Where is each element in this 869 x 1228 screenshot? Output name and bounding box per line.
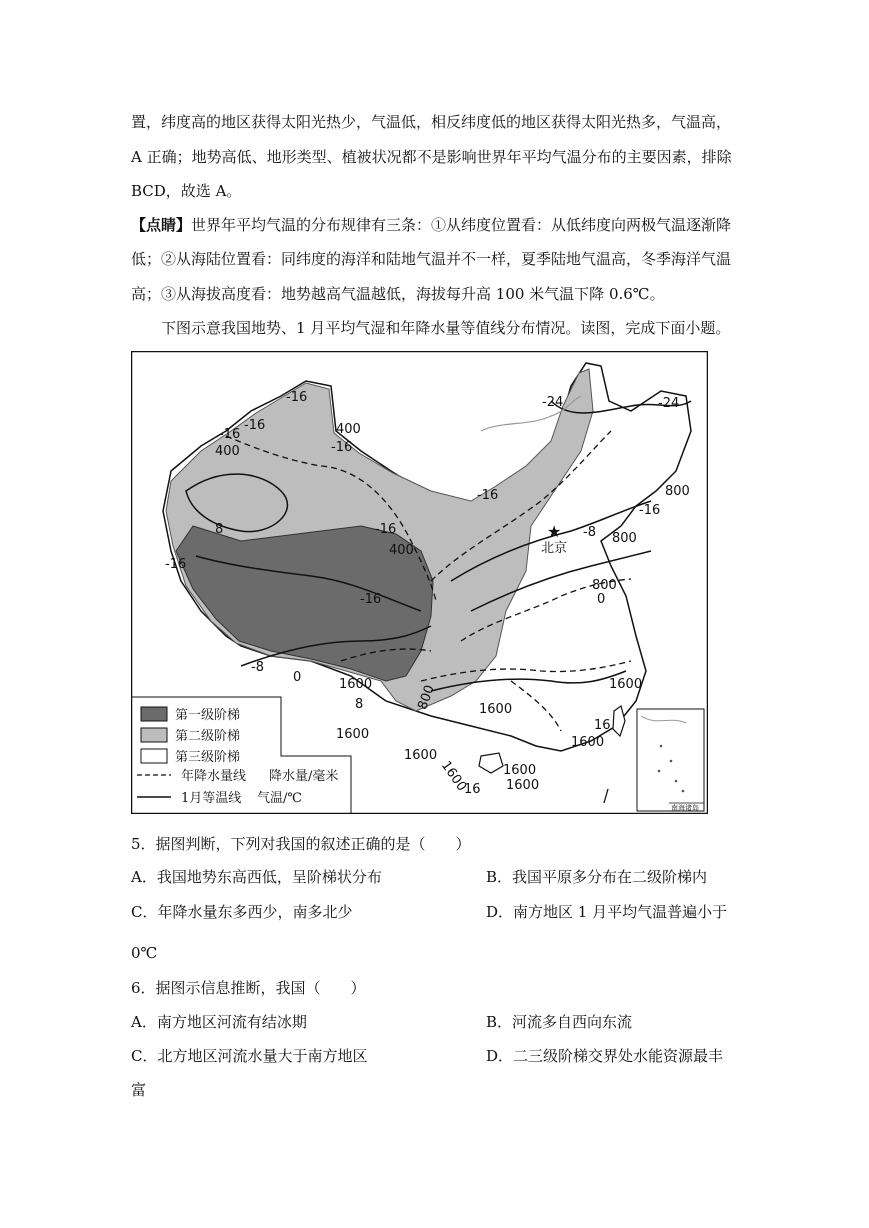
map-value-label: 第三级阶梯: [175, 750, 241, 765]
q6-option-a: A．南方地区河流有结冰期: [131, 1013, 307, 1031]
map-value-label: -16: [360, 592, 382, 607]
map-value-label: 8: [355, 697, 364, 712]
map-value-label: 年降水量线: [181, 769, 247, 784]
map-value-label: -16: [165, 557, 187, 572]
text-line: A 正确；地势高低、地形类型、植被状况都不是影响世界年平均气温分布的主要因素，排除: [131, 148, 732, 166]
map-value-label: -24: [542, 395, 564, 410]
q5-option-d-cont: 0℃: [131, 944, 158, 962]
map-value-label: 0: [293, 670, 302, 685]
q6-stem: 6．据图示信息推断，我国（ ）: [131, 979, 366, 997]
q6-option-d-cont: 富: [131, 1081, 147, 1099]
map-value-label: 北京: [541, 541, 568, 556]
map-value-label: 1600: [336, 727, 370, 742]
map-value-label: -16: [331, 440, 353, 455]
map-value-label: 8: [215, 522, 224, 537]
map-value-label: 第二级阶梯: [175, 729, 241, 744]
map-value-label: 南海诸岛: [671, 804, 699, 812]
map-value-label: 16: [464, 782, 481, 797]
q5-option-d: D．南方地区 1 月平均气温普遍小于: [486, 903, 728, 921]
text-line: 高；③从海拔高度看：地势越高气温越低，海拔每升高 100 米气温下降 0.6℃。: [131, 285, 665, 303]
tip-paragraph: [131, 215, 731, 235]
svg-text:★: ★: [547, 522, 562, 541]
tip-text: 世界年平均气温的分布规律有三条：①从纬度位置看：从低纬度向两极气温逐渐降: [191, 216, 732, 234]
tip-tag: 【点睛】: [131, 216, 192, 234]
map-value-label: 1600: [437, 758, 470, 795]
map-value-label: 400: [389, 543, 414, 558]
q6-option-c: C．北方地区河流水量大于南方地区: [131, 1047, 368, 1065]
china-map-figure: [131, 351, 708, 814]
map-value-label: 800: [592, 578, 617, 593]
map-value-label: -16: [639, 503, 661, 518]
map-value-label: 气温/℃: [257, 791, 302, 806]
q6-option-d: D．二三级阶梯交界处水能资源最丰: [486, 1047, 724, 1065]
map-value-label: -16: [375, 522, 397, 537]
map-value-label: 400: [215, 444, 240, 459]
map-value-label: 0: [597, 592, 606, 607]
map-value-label: 1600: [571, 735, 605, 750]
map-value-label: 800: [665, 484, 690, 499]
map-value-label: -16: [286, 390, 308, 405]
map-value-label: 800: [612, 531, 637, 546]
china-map-svg: [131, 351, 708, 814]
south-china-sea-inset: [637, 709, 704, 812]
map-value-label: 1月等温线: [181, 791, 242, 806]
map-value-label: 1600: [479, 702, 513, 717]
map-value-label: 1600: [404, 748, 438, 763]
map-value-label: -16: [219, 427, 241, 442]
text-line: 置，纬度高的地区获得太阳光热少，气温低，相反纬度低的地区获得太阳光热多，气温高，: [131, 113, 732, 131]
map-value-label: 第一级阶梯: [175, 708, 241, 723]
intro-line: 下图示意我国地势、1 月平均气湿和年降水量等值线分布情况。读图，完成下面小题。: [161, 319, 731, 337]
q5-stem: 5．据图判断，下列对我国的叙述正确的是（ ）: [131, 835, 471, 853]
q5-option-b: B．我国平原多分布在二级阶梯内: [486, 868, 708, 886]
map-value-label: -8: [251, 660, 264, 675]
text-line: BCD，故选 A。: [131, 182, 242, 200]
map-value-label: 降水量/毫米: [269, 769, 339, 784]
map-value-label: 1600: [609, 677, 643, 692]
map-value-label: -16: [477, 488, 499, 503]
map-value-label: 1600: [503, 763, 537, 778]
map-value-label: 1600: [506, 778, 540, 793]
map-value-label: 16: [594, 718, 611, 733]
q6-option-b: B．河流多自西向东流: [486, 1013, 633, 1031]
q5-option-c: C．年降水量东多西少，南多北少: [131, 903, 353, 921]
map-value-label: 400: [336, 422, 361, 437]
text-line: 低；②从海陆位置看：同纬度的海洋和陆地气温并不一样，夏季陆地气温高，冬季海洋气温: [131, 250, 732, 268]
q5-option-a: A．我国地势东高西低，呈阶梯状分布: [131, 868, 382, 886]
map-value-label: -8: [583, 525, 596, 540]
map-value-label: 1600: [339, 677, 373, 692]
map-value-label: -16: [244, 418, 266, 433]
map-value-label: -24: [658, 396, 680, 411]
map-value-label: 800: [415, 683, 438, 712]
